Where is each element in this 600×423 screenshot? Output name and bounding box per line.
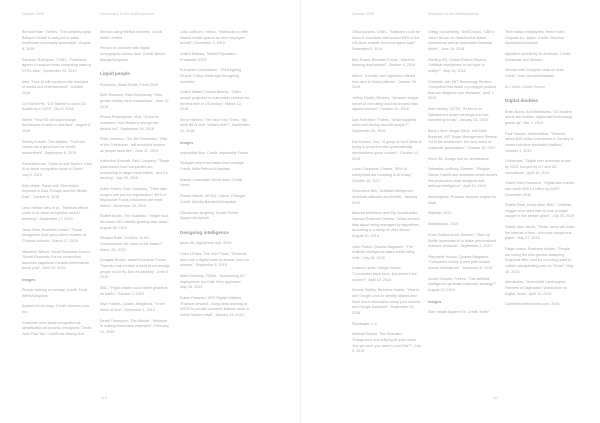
reference-entry: United Nations, "World Population Prospects 2019" (180, 51, 236, 62)
reference-entry: Robert Booth, The Guardian, "Vegan food becomes UK's fastest growing take-away", August 28, 2019 (100, 214, 170, 230)
reference-entry: Douglas Broom, World Economic Forum, "Sweden has created a word to encourage people not to fly. And it's working", June 5, 2019 (100, 258, 170, 280)
reference-entry: Impossible Box. Credit: Impossible Foods (180, 150, 248, 155)
page-number: 110 (101, 396, 107, 400)
reference-entry: Beth Rowland, Raw Dishonesty, "How gender fluidity went mainstream", June 12, 2019 (100, 93, 170, 109)
reference-entry: Charlotte Jee, MIT Technology Review, "DeepMind has made a prototype product that can diagnose eye diseases", April 1, 2019 (428, 79, 497, 101)
reference-entry: Sterling HQ, Global Fintech Review, "Artificial intelligence is not hype or reality?", May 10, 2018 (428, 57, 487, 73)
page-number: 111 (493, 396, 499, 400)
reference-entry: Carmenrockefulunnas.com, 2019 (505, 302, 560, 307)
running-head-section: Weapons in the Anthropocene (428, 12, 479, 16)
reference-entry: Jaron Reid, Business Insider, "Facial recognition finds grey-haired readers at Chinese schools", March 27, 2019 (22, 227, 87, 243)
reference-entry: Sebastian Anthony, Dezeen, "Philippe Starck, Kartell and Autodesk unveil world's first production chair designed with artificial intelligence", April 10, 2019 (428, 167, 498, 189)
reference-column (428, 30, 498, 320)
reference-entry: United States Census Bureau, "Older people projected to outnumber children for the first time in US history", March 13, 2018 (180, 90, 250, 112)
reference-entry: John Pavlus, Quanta Magazine, "The Artificial Intelligence takes inside living cells", July 26, 2018 (352, 244, 415, 260)
reference-column (505, 30, 575, 313)
reference-entry: Metrologistic, Produce decision engine for retail (428, 194, 497, 205)
section-heading: Images (180, 139, 194, 145)
reference-entry: Miranda Bryant, The Guardian, "Instagram's anti-bullying AI asks users: 'Are you sure you want to post this?'", July 9, 2019 (352, 332, 421, 354)
reference-entry: Montassona, 2019 (428, 222, 459, 227)
reference-entry: Functions, Black Eddie, Fresh 2019 (100, 82, 159, 87)
reference-entry: Bernard Marr, Forbes, "The amazing ways Babylon Health is using AI to make healthcare universally accessible", August 8, 2018 (22, 30, 92, 51)
reference-entry: European Commission, "2018 Ageing Report: Policy challenges for ageing societies" (180, 68, 242, 84)
reference-entry: Brian Burns, ArchiTechtures, "3D modern drone and textiles: digital twin technology grows up", Mar 1, 2019 (505, 109, 573, 125)
reference-entry: Leon Nelson Ideu et al., "Network effects come to AI facial recognition and AI tweeting", September 17, 2019 (22, 205, 89, 221)
reference-entry: Genevieve Bell, "Artificial intelligence: Americas attitudes and trends", January 2019 (352, 189, 418, 205)
reference-entry: A.I. Uhler. Credit: Kernel (505, 84, 545, 89)
reference-entry: BBC, "Flight shame could halve growth in air traffic", October 2, 2019 (100, 285, 168, 296)
reference-entry: Jeffrey Dastin, Reuters, "Amazon scraps secret AI recruiting tool that showed bias against women", October 10, 2018 (352, 95, 419, 112)
reference-column (100, 30, 170, 341)
reference-entry: Grand View Research, "Digital twin market size worth $35.12 billion by 2025", December 2019 (505, 181, 575, 197)
reference-entry: Cosima Liptak, Design Voices, "Convenient have tools, but where's the source?", April 18, 2018 (352, 266, 417, 282)
reference-entry: Dennis Steffey, Business Insider, "How to use Google Lens to identify objects and learn more information using your camera and Google Assistant", September 20, 2018 (352, 288, 421, 315)
reference-entry: Paige Leskin, Business Insider, "People are losing the new gender-swapping Snapchat filter, and it's not being used to catfish unsuspecting men on Tinder", May 16, 2019 (505, 247, 574, 274)
reference-column (22, 30, 92, 343)
reference-entry: DJI World Pte, "DJI Takeoff to open DJI Academy in 2020", Dec 6, 2018 (22, 101, 87, 112)
reference-entry: Woman with hologram data on wrist. Credit: Juan Heuttuf/Unsplash (505, 68, 565, 78)
section-heading: Images (428, 298, 442, 304)
reference-entry: Daniel Shapiro, Forbes, "Can artificial intelligence generate corporate strategy?", August 19, 2019 (428, 276, 498, 293)
reference-entry: Mascha Mühlheim and Elly Voudouklaki, Harvard Business Review, "What would it take about being managed by algorithms, according to a study of Uber drivers", August 20, 2019 (352, 211, 420, 238)
reference-entry: Barry Libert, Megan Beck, and Mark Bonchek, MIT Sloan Management Review, "AI in the boardroom: the next realm of corporate governance", October 19, 2017 (428, 129, 498, 150)
reference-entry: Khoe Gabina Azad, Dezeen, "Start-up Noffie harnesses AI to make personalised skincare products", September 3, 2019 (428, 232, 496, 249)
reference-entry: Sidney Fussell, The Atlantic, "YouTube videos are a good time for health researchers", September 6, 2019 (22, 139, 86, 156)
reference-entry: Market Lovecaster World dolls. Credit: Hanoi (180, 177, 243, 188)
reference-entry: Woman using Welbot hololens. Credit: Welbi Limited (100, 30, 163, 40)
reference-entry: Wardsolum, "Automobili Lamborghini - Partners of Digimaster. Wardsolum on Digital Twins", April 11, 2019 (505, 280, 568, 296)
reference-entry: Edwin Pasanen, HEC Digital Initiative, "Fashion forward - using deep learning at ASOS to predict customer lifetime value in online fashion retail", January 13, 2019 (180, 295, 250, 317)
reference-entry: Intel, "How AI will transform the business of media and entertainment", October 2018 (22, 79, 89, 95)
reference-entry: Kerry Hannon, The New York Times, "My work life is over. What's next?", September 12, 2018 (180, 117, 250, 134)
reference-entry: Derek Thompson, The Atlantic, "Workism is making Americans miserable", February 24, 2019 (100, 318, 169, 334)
reference-entry: Gregg Schoenberg, TechCrunch, "UBS's Jason Brown on Mascha first dialed interactions and an automated financial future", June 18, 2018 (428, 30, 495, 51)
reference-entry: Ben Evans, Benedict Evans, "Machine learning deployment", October 4, 2018 (352, 57, 416, 68)
reference-entry: Richard Rolfe, YouGov, "Is the Humanisation the dawn of the brand?", March 26, 2019 (100, 236, 164, 252)
reference-entry: Tech station employees, Henn Hotel, Chiyoda-ku, Japan. Credit: Veronica Apostolou/Unsplash (505, 30, 566, 46)
reference-entry: Stephanie Hutson, Quanta Magazine, "Computers evolve a new path toward human intelligence", November 6, 2019 (428, 254, 493, 271)
reference-entry: Olivia Achana, CNBC, "Software could be down in machines that control 80% of the US stock market, fund managers says", December 5, 2018 (352, 30, 420, 51)
section-heading: Digital doubles (505, 98, 538, 104)
reference-entry: Skin Health System Kit. Credit: Noffie (428, 309, 490, 314)
section-heading: Liquid people (100, 71, 130, 77)
reference-entry: Wired, "A health care algorithm offered less care to black patients", October 25, 2019 (352, 73, 418, 90)
reference-entry: Seth Wilde, Panel with "Biometrics explored in Asia, Europe and the Middle East", October 8, 2019 (22, 183, 88, 199)
reference-entry: Wired, "How 5G will supercharge businesses to work in real time", August 8, 2019 (22, 117, 92, 134)
reference-entry: Paul Sawers, VentureBeat, "Twinned raises $40 million investment in Bentley to create real-time simulated realities", October 1, 2019 (505, 131, 574, 153)
reference-entry: Max Hartley, CGTN, "AI sits in on Salesforce's board meetings and has something to say", January 24, 2018 (428, 107, 489, 123)
reference-column (352, 30, 422, 360)
reference-entry: Pluralsight, n.d. (352, 321, 378, 326)
reference-entry: Cb'blunder, "Digital twin revenues to rise by 2023, buoyed by IoT and 5G innovations", April 15, 2019 (505, 159, 571, 175)
reference-entry: Finch 3D, Design tool for architecture (428, 156, 489, 161)
reference-entry: Katherine Schwab, Fast Company, "These plant-based food companies are scrambling to target meat eaters - and it's working", July 25, 2019 (100, 159, 170, 181)
reference-entry: Shafal Shah, Kerry Allen, BBC, "Chinese vlogger who used filter to look younger caught in live-stream glitch", July 30, 2019 (505, 203, 574, 219)
reference-entry: Madeline Wilson, World Economic Forum, "World Economic Forum consortium launches paperless Canada-Netherlands travel pilot", June 26, 2019 (22, 249, 91, 271)
reference-entry: Parbeesh.com, "Arbor to add Baidu's Xiaoi AI to facial recognition kiosk in China", July 5, 2019 (22, 161, 92, 177)
reference-entry: Person of unknown with digital iconographic across face. Credit: Bence Balogh/Unsplash (100, 46, 166, 62)
reference-entry: Dan Schreiber, Forbes, "What happens when self-driving cars kill people?", September 26, 2019 (352, 117, 417, 134)
reference-entry: People walking on runway. Credit: Scott Webb/Unsplash (22, 288, 87, 298)
reference-entry: Stylelab, 2019 (428, 211, 452, 216)
reference-entry: Alphafine and BioIQ AI aesthetic. Credit: Dreamlike and Woosol (505, 51, 571, 62)
reference-column (180, 30, 250, 324)
reference-entry: Stuttgart view from inside tram carriage. Credit: Mika Petrovic/Unsplash (180, 161, 246, 171)
reference-entry: Rhana Rosengreen, Vice, "A slot for everyone: How Britain's new gender neutral toll", September 26, 2018 (100, 115, 159, 131)
reference-entry: Clara O'Hara, The Irish Times, "Revenue turns into a digital brain to answer your tax queries", September 6, 2018 (180, 252, 250, 268)
section-heading: Images (22, 277, 36, 283)
reference-entry: Julia LaRoche, Yahoo, "Starbucks to offer shared health spaces as new employee benefit", December 3, 2019 (180, 30, 248, 46)
running-head-publication: Dossier 2030 (352, 12, 375, 16)
page-spine (300, 0, 301, 423)
section-heading: Designing intelligence (180, 229, 229, 235)
running-head-section: Democracy in the Anthropocene (100, 12, 155, 16)
reference-entry: Mark Kennedy, ZDNet, "Announcing IoT deployment: the Kate Hour approach", May 16, 2019 (180, 273, 246, 290)
running-head-publication: Dossier 2030 (22, 12, 45, 16)
reference-entry: Amazon Echo rings. Credit: Amazon.com, Inc. (22, 304, 91, 314)
reference-entry: Kai Korsmo, Vox, "A group of YouTubers is trying to prove the site systematically demonetizes queer content", October 10, 2019 (352, 139, 422, 161)
reference-entry: Salvador Rodriguez, CNBC, "Facebook agrees to acquire brain-computing start-up CTRL-labs", September 23, 2019 (22, 57, 92, 73)
reference-entry: Peter Johnson, The 4th Dimension, "Rise of the Freelancer - will emotions surface as people seek flex", June 11, 2019 (100, 137, 168, 153)
reference-entry: Ipsos Kit, Algorithmic eye, 2019 (180, 241, 232, 246)
reference-entry: Old woman laughing. Credit: Hunter Nguyen/Unsplash (180, 210, 239, 221)
reference-entry: Customer uses facial recognition as identification at security checkpoint. Credit: John Paul Tan / JinkShots-Newsy Hub (22, 320, 92, 336)
reference-entry: Safeld Jack Jacob, "Tinder users will make the internet a freer - but more dangerous - place", May 27, 2019 (505, 225, 575, 241)
reference-entry: Flower Hands, WHSQ, Lisbon, Portugal. Credit: Monika Baudisch/Unsplash (180, 194, 246, 204)
reference-entry: Adele Peters, Fast Company, "Think fake burgers are just for vegetarians? 95% of Impossible Foods customers are meat eaters", November 18, 2019 (100, 186, 168, 208)
reference-entry: Louis Columbus, Forbes, "80% of enterprises are investing in AI today", October 16, 2017 (352, 167, 413, 183)
reference-entry: Wye Futures, Quartz, Megatons, "In the name of love", December 1, 2013 (100, 302, 165, 312)
